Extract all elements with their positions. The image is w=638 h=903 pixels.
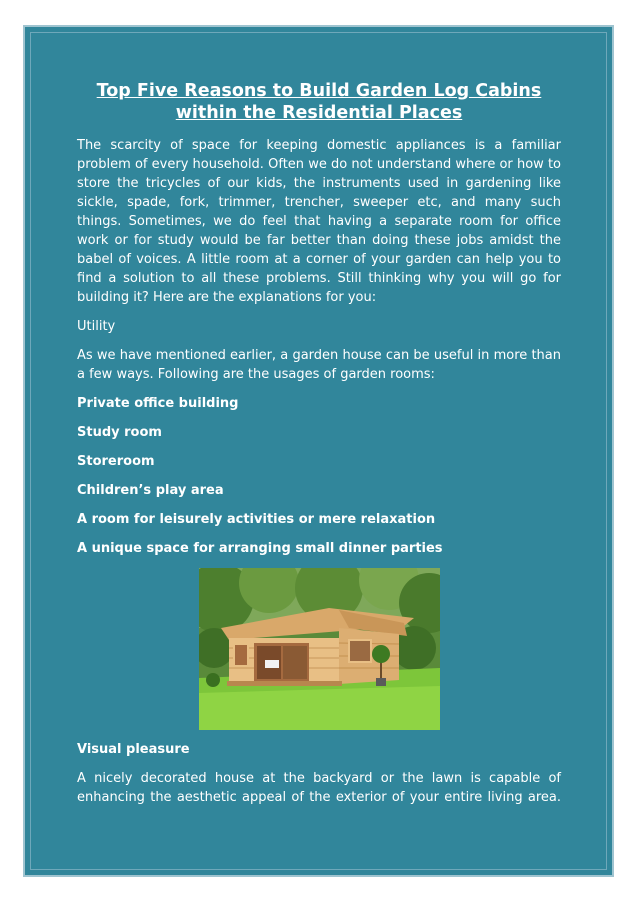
title-line-2: within the Residential Places	[175, 103, 463, 123]
usage-item: Storeroom	[77, 454, 155, 469]
cabin-illustration	[199, 568, 440, 730]
usage-item: Private office building	[77, 396, 239, 411]
utility-heading: Utility	[77, 319, 116, 334]
document-title	[77, 80, 561, 124]
usage-item: A unique space for arranging small dinner parties	[77, 541, 443, 556]
intro-paragraph: The scarcity of space for keeping domestic appliances is a familiar problem of every household. Often we do not understand where or how to store the tricycles of our kids, the instruments used in gardening like sickle, spade, fork, trimmer, trencher, sweeper etc, and many such things. Sometimes, we do feel that having a separate room for office work or for study would be far better than doing these jobs amidst the babel of voices. A little room at a corner of your garden can help you to find a solution to all these problems. Still thinking why you will go for building it? Here are the explanations for you:	[77, 138, 561, 305]
document-body	[77, 80, 561, 807]
visual-pleasure-heading: Visual pleasure	[77, 742, 190, 757]
title-line-1: Top Five Reasons to Build Garden Log Cabins	[96, 81, 542, 101]
visual-pleasure-paragraph: A nicely decorated house at the backyard or the lawn is capable of enhancing the aesthetic appeal of the exterior of your entire living area.	[77, 771, 561, 805]
utility-paragraph: As we have mentioned earlier, a garden house can be useful in more than a few ways. Following are the usages of garden rooms:	[77, 348, 561, 382]
usage-item: Study room	[77, 425, 162, 440]
usage-item: Children’s play area	[77, 483, 224, 498]
garden-log-cabin-photo	[199, 568, 440, 730]
usage-item: A room for leisurely activities or mere relaxation	[77, 512, 436, 527]
